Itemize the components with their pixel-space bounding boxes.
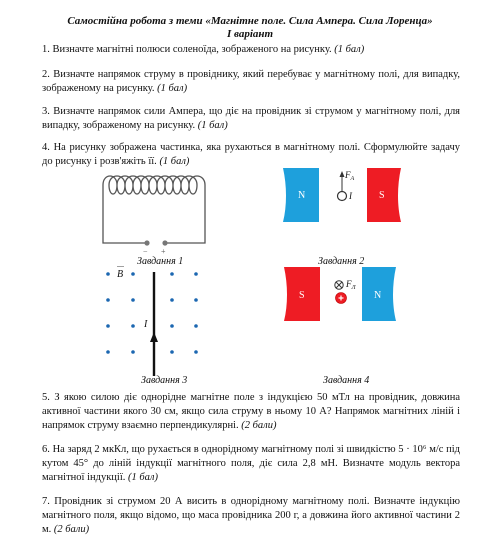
question-number: 3. <box>42 106 50 117</box>
question-points: (1 бал) <box>334 44 365 55</box>
question-points: (1 бал) <box>159 156 190 167</box>
question-points: (2 бали) <box>241 420 277 431</box>
magnet-figure-2 <box>283 166 403 224</box>
question-number: 2. <box>42 69 50 80</box>
current-label: I <box>349 191 352 201</box>
question-number: 7. <box>42 496 50 507</box>
question-7 <box>42 495 460 537</box>
question-1 <box>42 43 460 57</box>
question-text: Провідник зі струмом 20 А висить в однорідному магнітному полі. Визначте індукцію магнітного поля, якщо відомо, що маса провідника 200 г, а довжина його активної частини 2 м. <box>42 496 460 535</box>
caption-task-2: Завдання 2 <box>318 256 365 267</box>
question-points: (2 бали) <box>53 524 90 535</box>
field-b-label: B <box>117 269 124 280</box>
question-number: 5. <box>42 392 50 403</box>
conductor-cross-section <box>338 192 347 201</box>
pole-n-label: N <box>374 290 382 301</box>
field-dots-figure-3 <box>100 266 205 378</box>
caption-task-3: Завдання 3 <box>141 375 188 386</box>
question-text: Визначте магнітні полюси соленоїда, зображеного на рисунку. <box>52 44 332 55</box>
question-3 <box>42 105 460 133</box>
pole-n-label: N <box>298 190 306 201</box>
question-number: 4. <box>42 142 50 153</box>
current-arrow <box>150 332 158 342</box>
svg-text:+: + <box>161 247 166 255</box>
minus-terminal <box>144 240 149 245</box>
svg-text:−: − <box>143 247 148 255</box>
current-i-label: I <box>144 319 148 330</box>
magnet-figure-4 <box>284 265 399 323</box>
question-5 <box>42 391 460 433</box>
solenoid-figure <box>95 165 220 255</box>
question-text: Визначте напрямок сили Ампера, що діє на провідник зі струмом у магнітному полі, для випадку, зображеному на рисунку. <box>42 106 461 131</box>
question-points: (1 бал) <box>197 120 228 131</box>
caption-task-1: Завдання 1 <box>137 256 184 267</box>
pole-s-label: S <box>379 190 385 201</box>
question-text: Визначте напрямок струму в провіднику, який перебуває у магнітному полі, для випадку, зображеному на рисунку. <box>42 69 461 94</box>
question-text: З якою силою діє однорідне магнітне поле з індукцією 50 мТл на провідник, довжина активної частини якого 30 см, якщо сила струму в ньому 10 А? Напрямок магнітних ліній і напрямок струму взаємно перпендикулярні. <box>42 392 461 431</box>
question-number: 6. <box>42 444 50 455</box>
force-label: $F_A$ <box>345 170 355 182</box>
lorentz-force-label: $F_Л$ <box>346 279 356 291</box>
plus-terminal <box>162 240 167 245</box>
question-text: На заряд 2 мкКл, що рухається в однорідному магнітному полі зі швидкістю 5 · 10⁶ м/с під кутом 45° до ліній індукції магнітного поля, діє сила 2,8 мН. Визначте модуль вектора магнітної індукції. <box>42 444 461 483</box>
question-2 <box>42 68 460 96</box>
variant-label: І варіант <box>226 28 274 40</box>
question-number: 1. <box>42 44 50 55</box>
caption-task-4: Завдання 4 <box>323 375 370 386</box>
question-points: (1 бал) <box>128 472 158 483</box>
question-6 <box>42 443 460 485</box>
question-points: (1 бал) <box>157 83 188 94</box>
worksheet-title: Самостійна робота з теми «Магнітне поле. Сила Ампера. Сила Лоренца» <box>67 15 433 27</box>
pole-s-label: S <box>299 290 305 301</box>
question-text: На рисунку зображена частинка, яка рухаються в магнітному полі. Сформулюйте задачу до рисунку і розв'яжіть її. <box>42 142 460 167</box>
